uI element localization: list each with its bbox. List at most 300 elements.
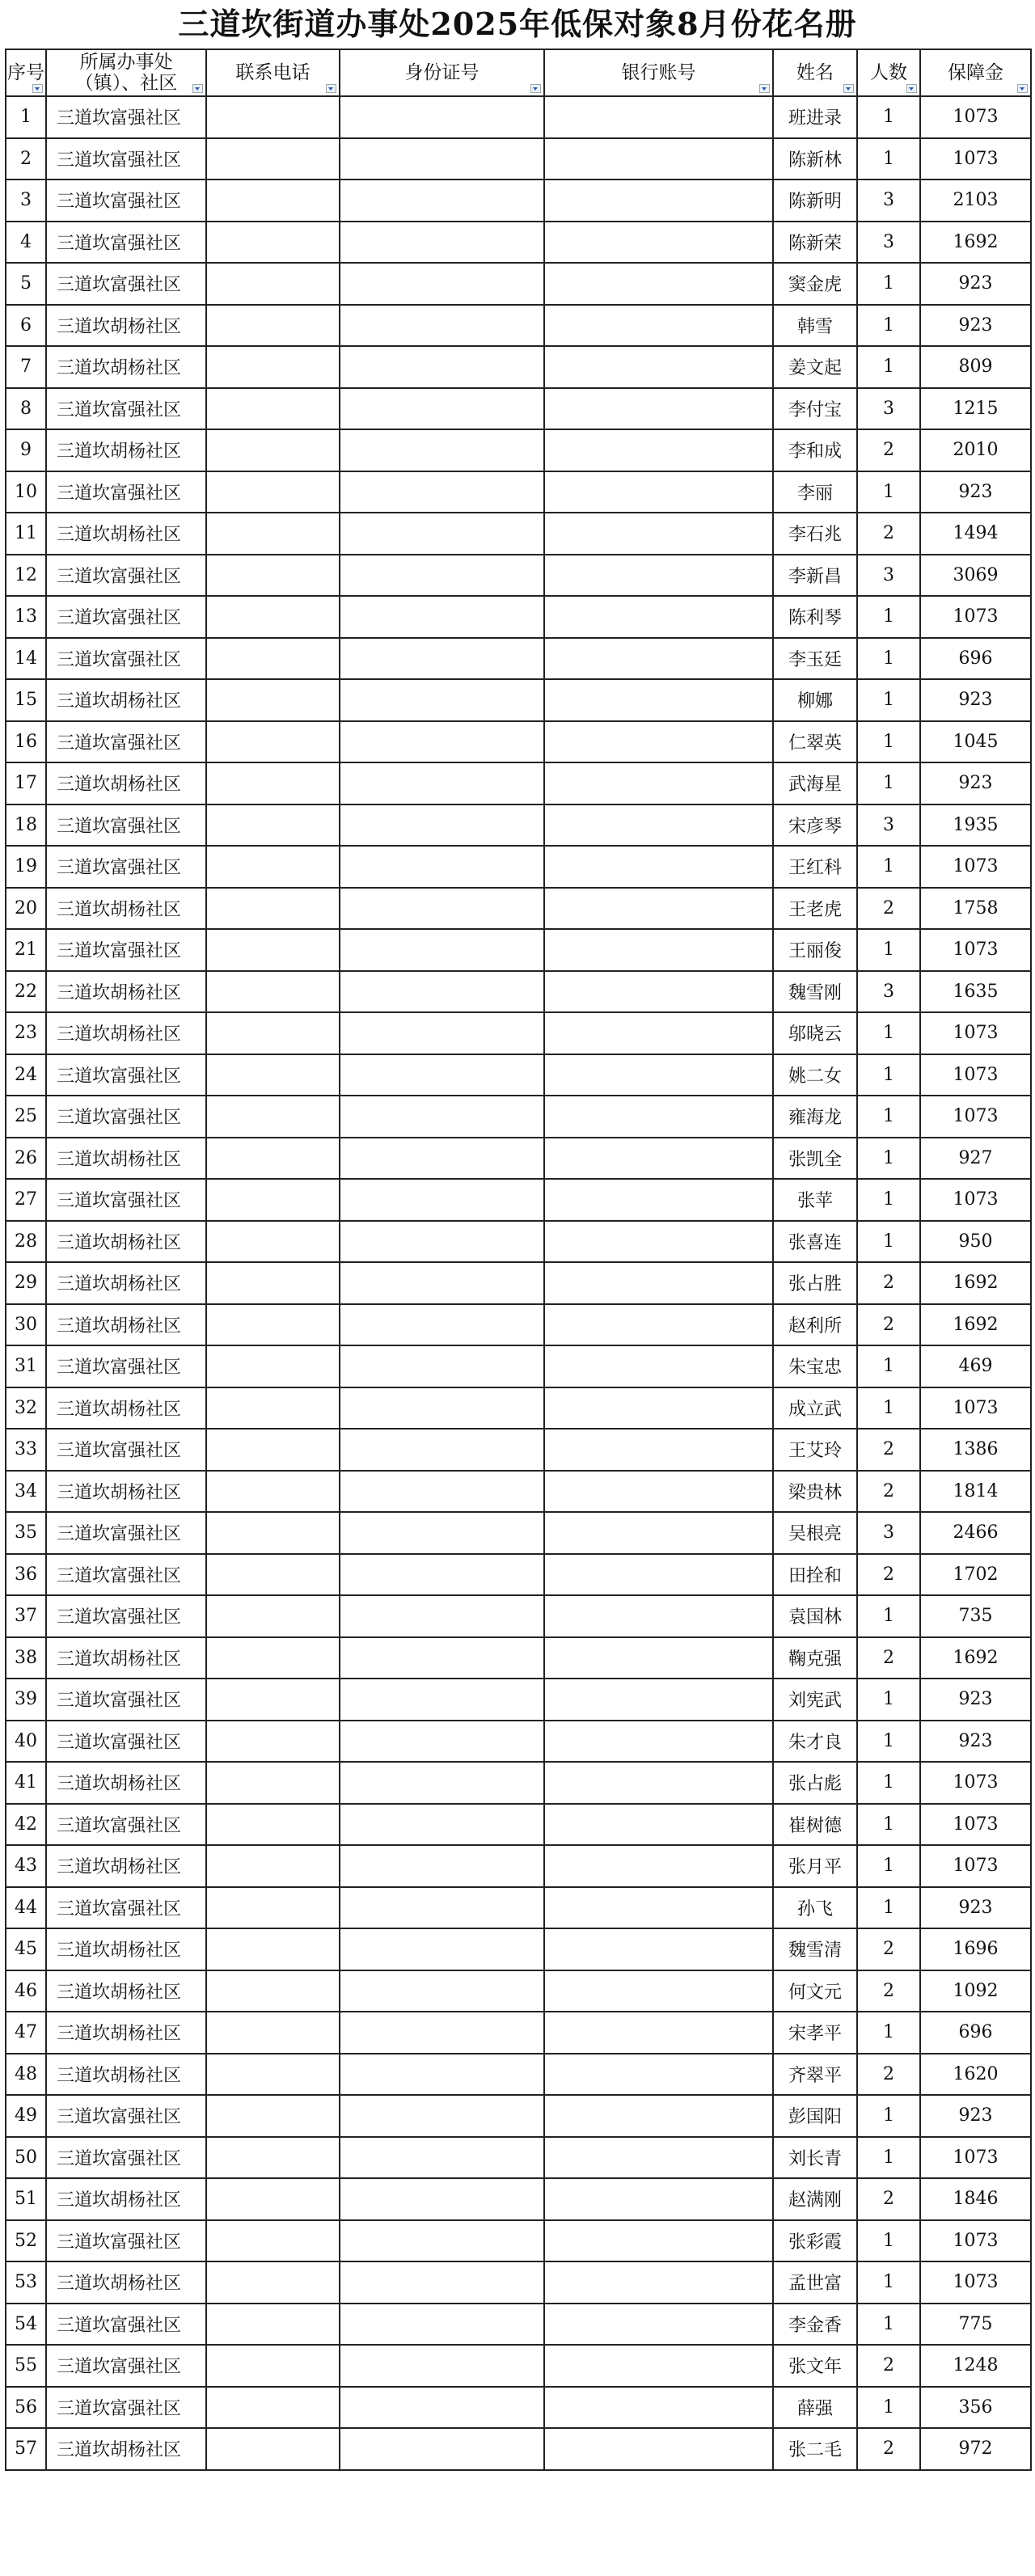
cell-bank-account bbox=[544, 555, 773, 597]
cell-people: 1 bbox=[857, 2012, 920, 2054]
table-row bbox=[6, 1554, 1031, 1596]
cell-seq: 26 bbox=[6, 1138, 46, 1180]
cell-phone bbox=[206, 471, 340, 513]
table-row bbox=[6, 429, 1031, 471]
filter-dropdown-icon[interactable] bbox=[32, 84, 43, 93]
cell-people: 2 bbox=[857, 888, 920, 930]
cell-name: 姚二女 bbox=[773, 1054, 857, 1096]
cell-bank-account bbox=[544, 1304, 773, 1346]
cell-phone bbox=[206, 1637, 340, 1679]
cell-phone bbox=[206, 2428, 340, 2470]
cell-bank-account bbox=[544, 429, 773, 471]
cell-bank-account bbox=[544, 846, 773, 888]
table-header bbox=[6, 49, 1031, 96]
filter-dropdown-icon[interactable] bbox=[530, 84, 541, 93]
cell-amount: 923 bbox=[920, 1679, 1031, 1721]
cell-people: 1 bbox=[857, 471, 920, 513]
cell-amount: 735 bbox=[920, 1595, 1031, 1637]
filter-dropdown-icon[interactable] bbox=[1017, 84, 1028, 93]
cell-seq: 13 bbox=[6, 596, 46, 638]
cell-id-number bbox=[340, 721, 544, 763]
cell-phone bbox=[206, 96, 340, 138]
cell-community: 三道坎富强社区 bbox=[46, 1679, 206, 1721]
cell-amount: 1702 bbox=[920, 1554, 1031, 1596]
table-row bbox=[6, 2178, 1031, 2220]
cell-seq: 9 bbox=[6, 429, 46, 471]
table-row bbox=[6, 1637, 1031, 1679]
cell-bank-account bbox=[544, 1595, 773, 1637]
cell-bank-account bbox=[544, 1887, 773, 1929]
cell-people: 1 bbox=[857, 2387, 920, 2429]
cell-amount: 1073 bbox=[920, 1387, 1031, 1429]
cell-seq: 41 bbox=[6, 1762, 46, 1804]
cell-seq: 37 bbox=[6, 1595, 46, 1637]
cell-seq: 6 bbox=[6, 305, 46, 347]
cell-seq: 2 bbox=[6, 138, 46, 180]
cell-people: 3 bbox=[857, 555, 920, 597]
cell-name: 姜文起 bbox=[773, 346, 857, 388]
table-row bbox=[6, 846, 1031, 888]
cell-bank-account bbox=[544, 346, 773, 388]
cell-name: 韩雪 bbox=[773, 305, 857, 347]
cell-phone bbox=[206, 179, 340, 222]
header-amount-label: 保障金 bbox=[948, 62, 1003, 83]
cell-name: 张占胜 bbox=[773, 1262, 857, 1304]
table-row bbox=[6, 1387, 1031, 1429]
cell-people: 1 bbox=[857, 679, 920, 721]
cell-id-number bbox=[340, 513, 544, 555]
cell-people: 1 bbox=[857, 346, 920, 388]
table-row bbox=[6, 804, 1031, 847]
cell-id-number bbox=[340, 679, 544, 721]
cell-people: 1 bbox=[857, 2304, 920, 2346]
cell-name: 张月平 bbox=[773, 1845, 857, 1887]
cell-community: 三道坎富强社区 bbox=[46, 471, 206, 513]
cell-bank-account bbox=[544, 721, 773, 763]
cell-community: 三道坎富强社区 bbox=[46, 2304, 206, 2346]
cell-phone bbox=[206, 1845, 340, 1887]
table-row bbox=[6, 1179, 1031, 1221]
cell-amount: 1758 bbox=[920, 888, 1031, 930]
cell-community: 三道坎胡杨社区 bbox=[46, 1262, 206, 1304]
cell-id-number bbox=[340, 222, 544, 264]
table-row bbox=[6, 1471, 1031, 1513]
table-row bbox=[6, 138, 1031, 180]
header-id-number-label: 身份证号 bbox=[404, 62, 479, 83]
cell-id-number bbox=[340, 1762, 544, 1804]
cell-name: 朱宝忠 bbox=[773, 1345, 857, 1387]
table-row bbox=[6, 2012, 1031, 2054]
cell-people: 3 bbox=[857, 222, 920, 264]
cell-name: 崔树德 bbox=[773, 1804, 857, 1846]
cell-community: 三道坎富强社区 bbox=[46, 1512, 206, 1554]
cell-amount: 1073 bbox=[920, 2261, 1031, 2304]
cell-id-number bbox=[340, 1054, 544, 1096]
cell-id-number bbox=[340, 138, 544, 180]
cell-bank-account bbox=[544, 2095, 773, 2137]
cell-phone bbox=[206, 388, 340, 430]
cell-seq: 15 bbox=[6, 679, 46, 721]
roster-table bbox=[5, 49, 1032, 2471]
table-row bbox=[6, 1429, 1031, 1471]
cell-people: 3 bbox=[857, 1512, 920, 1554]
cell-phone bbox=[206, 1887, 340, 1929]
cell-people: 1 bbox=[857, 96, 920, 138]
cell-amount: 356 bbox=[920, 2387, 1031, 2429]
header-people-label: 人数 bbox=[870, 62, 907, 83]
cell-people: 1 bbox=[857, 1679, 920, 1721]
cell-community: 三道坎胡杨社区 bbox=[46, 2012, 206, 2054]
cell-id-number bbox=[340, 596, 544, 638]
cell-community: 三道坎富强社区 bbox=[46, 638, 206, 680]
cell-id-number bbox=[340, 1304, 544, 1346]
cell-seq: 4 bbox=[6, 222, 46, 264]
cell-name: 邬晓云 bbox=[773, 1012, 857, 1054]
cell-seq: 36 bbox=[6, 1554, 46, 1596]
cell-name: 孙飞 bbox=[773, 1887, 857, 1929]
cell-bank-account bbox=[544, 638, 773, 680]
cell-phone bbox=[206, 1096, 340, 1138]
cell-phone bbox=[206, 846, 340, 888]
cell-amount: 923 bbox=[920, 471, 1031, 513]
cell-id-number bbox=[340, 1554, 544, 1596]
cell-people: 1 bbox=[857, 1387, 920, 1429]
cell-amount: 1073 bbox=[920, 929, 1031, 971]
cell-amount: 1073 bbox=[920, 846, 1031, 888]
cell-phone bbox=[206, 1012, 340, 1054]
cell-id-number bbox=[340, 1595, 544, 1637]
table-row bbox=[6, 1845, 1031, 1887]
cell-phone bbox=[206, 596, 340, 638]
cell-phone bbox=[206, 2261, 340, 2304]
table-row bbox=[6, 1054, 1031, 1096]
cell-people: 2 bbox=[857, 2054, 920, 2096]
cell-id-number bbox=[340, 2387, 544, 2429]
cell-name: 李付宝 bbox=[773, 388, 857, 430]
cell-id-number bbox=[340, 1721, 544, 1763]
table-row bbox=[6, 1762, 1031, 1804]
cell-community: 三道坎富强社区 bbox=[46, 596, 206, 638]
cell-id-number bbox=[340, 2345, 544, 2387]
table-row bbox=[6, 1512, 1031, 1554]
cell-bank-account bbox=[544, 1928, 773, 1970]
cell-bank-account bbox=[544, 1138, 773, 1180]
cell-people: 1 bbox=[857, 1845, 920, 1887]
cell-community: 三道坎富强社区 bbox=[46, 1345, 206, 1387]
cell-name: 吴根亮 bbox=[773, 1512, 857, 1554]
cell-amount: 923 bbox=[920, 679, 1031, 721]
cell-seq: 24 bbox=[6, 1054, 46, 1096]
cell-people: 1 bbox=[857, 1054, 920, 1096]
filter-dropdown-icon[interactable] bbox=[843, 84, 854, 93]
header-id-number bbox=[340, 49, 544, 96]
cell-phone bbox=[206, 2387, 340, 2429]
cell-id-number bbox=[340, 1262, 544, 1304]
cell-seq: 27 bbox=[6, 1179, 46, 1221]
cell-bank-account bbox=[544, 1096, 773, 1138]
cell-seq: 44 bbox=[6, 1887, 46, 1929]
table-row bbox=[6, 2345, 1031, 2387]
cell-bank-account bbox=[544, 1762, 773, 1804]
cell-seq: 29 bbox=[6, 1262, 46, 1304]
cell-community: 三道坎富强社区 bbox=[46, 555, 206, 597]
cell-seq: 53 bbox=[6, 2261, 46, 2304]
cell-people: 1 bbox=[857, 305, 920, 347]
cell-id-number bbox=[340, 762, 544, 804]
header-name bbox=[773, 49, 857, 96]
cell-bank-account bbox=[544, 679, 773, 721]
cell-id-number bbox=[340, 2220, 544, 2262]
cell-name: 张凯全 bbox=[773, 1138, 857, 1180]
cell-community: 三道坎富强社区 bbox=[46, 804, 206, 847]
cell-community: 三道坎富强社区 bbox=[46, 1554, 206, 1596]
cell-phone bbox=[206, 1762, 340, 1804]
cell-phone bbox=[206, 1387, 340, 1429]
cell-seq: 32 bbox=[6, 1387, 46, 1429]
cell-phone bbox=[206, 1471, 340, 1513]
cell-id-number bbox=[340, 1804, 544, 1846]
cell-bank-account bbox=[544, 1012, 773, 1054]
cell-phone bbox=[206, 638, 340, 680]
cell-amount: 1635 bbox=[920, 971, 1031, 1013]
cell-bank-account bbox=[544, 388, 773, 430]
table-row bbox=[6, 971, 1031, 1013]
table-row bbox=[6, 1012, 1031, 1054]
cell-seq: 42 bbox=[6, 1804, 46, 1846]
cell-seq: 21 bbox=[6, 929, 46, 971]
cell-name: 李金香 bbox=[773, 2304, 857, 2346]
cell-people: 1 bbox=[857, 638, 920, 680]
table-row bbox=[6, 2387, 1031, 2429]
cell-seq: 19 bbox=[6, 846, 46, 888]
cell-phone bbox=[206, 555, 340, 597]
cell-id-number bbox=[340, 555, 544, 597]
cell-amount: 923 bbox=[920, 263, 1031, 305]
cell-amount: 1814 bbox=[920, 1471, 1031, 1513]
cell-name: 张文年 bbox=[773, 2345, 857, 2387]
cell-amount: 1073 bbox=[920, 1762, 1031, 1804]
cell-id-number bbox=[340, 1679, 544, 1721]
cell-phone bbox=[206, 929, 340, 971]
cell-people: 1 bbox=[857, 596, 920, 638]
cell-community: 三道坎富强社区 bbox=[46, 138, 206, 180]
cell-community: 三道坎胡杨社区 bbox=[46, 971, 206, 1013]
cell-name: 武海星 bbox=[773, 762, 857, 804]
cell-name: 王红科 bbox=[773, 846, 857, 888]
cell-name: 张二毛 bbox=[773, 2428, 857, 2470]
cell-community: 三道坎胡杨社区 bbox=[46, 1762, 206, 1804]
cell-seq: 56 bbox=[6, 2387, 46, 2429]
cell-bank-account bbox=[544, 2304, 773, 2346]
cell-bank-account bbox=[544, 2054, 773, 2096]
cell-amount: 1073 bbox=[920, 1096, 1031, 1138]
cell-bank-account bbox=[544, 1970, 773, 2012]
cell-id-number bbox=[340, 305, 544, 347]
cell-amount: 1846 bbox=[920, 2178, 1031, 2220]
cell-amount: 696 bbox=[920, 2012, 1031, 2054]
cell-name: 李丽 bbox=[773, 471, 857, 513]
cell-bank-account bbox=[544, 1721, 773, 1763]
cell-phone bbox=[206, 2220, 340, 2262]
cell-people: 1 bbox=[857, 762, 920, 804]
cell-seq: 46 bbox=[6, 1970, 46, 2012]
filter-dropdown-icon[interactable] bbox=[326, 84, 336, 93]
cell-phone bbox=[206, 305, 340, 347]
cell-bank-account bbox=[544, 596, 773, 638]
cell-seq: 55 bbox=[6, 2345, 46, 2387]
table-row bbox=[6, 222, 1031, 264]
cell-phone bbox=[206, 1345, 340, 1387]
cell-id-number bbox=[340, 429, 544, 471]
cell-phone bbox=[206, 762, 340, 804]
cell-amount: 923 bbox=[920, 762, 1031, 804]
header-community bbox=[46, 49, 206, 96]
table-row bbox=[6, 1262, 1031, 1304]
table-body bbox=[6, 96, 1031, 2470]
cell-people: 3 bbox=[857, 388, 920, 430]
cell-bank-account bbox=[544, 1637, 773, 1679]
table-row bbox=[6, 1887, 1031, 1929]
cell-name: 何文元 bbox=[773, 1970, 857, 2012]
cell-bank-account bbox=[544, 1554, 773, 1596]
cell-seq: 35 bbox=[6, 1512, 46, 1554]
cell-bank-account bbox=[544, 2178, 773, 2220]
cell-amount: 923 bbox=[920, 2095, 1031, 2137]
cell-community: 三道坎富强社区 bbox=[46, 222, 206, 264]
cell-bank-account bbox=[544, 263, 773, 305]
cell-phone bbox=[206, 138, 340, 180]
cell-phone bbox=[206, 1512, 340, 1554]
header-bank-account bbox=[544, 49, 773, 96]
cell-bank-account bbox=[544, 1512, 773, 1554]
cell-amount: 1692 bbox=[920, 222, 1031, 264]
cell-name: 窦金虎 bbox=[773, 263, 857, 305]
filter-dropdown-icon[interactable] bbox=[759, 84, 770, 93]
cell-seq: 38 bbox=[6, 1637, 46, 1679]
cell-community: 三道坎富强社区 bbox=[46, 388, 206, 430]
cell-name: 魏雪清 bbox=[773, 1928, 857, 1970]
cell-community: 三道坎富强社区 bbox=[46, 721, 206, 763]
cell-name: 仁翠英 bbox=[773, 721, 857, 763]
cell-phone bbox=[206, 1595, 340, 1637]
cell-people: 3 bbox=[857, 971, 920, 1013]
cell-phone bbox=[206, 1679, 340, 1721]
table-row bbox=[6, 263, 1031, 305]
cell-people: 1 bbox=[857, 1138, 920, 1180]
cell-amount: 1073 bbox=[920, 2220, 1031, 2262]
cell-seq: 39 bbox=[6, 1679, 46, 1721]
cell-bank-account bbox=[544, 804, 773, 847]
cell-seq: 25 bbox=[6, 1096, 46, 1138]
cell-amount: 469 bbox=[920, 1345, 1031, 1387]
cell-amount: 1073 bbox=[920, 1179, 1031, 1221]
cell-id-number bbox=[340, 1471, 544, 1513]
filter-dropdown-icon[interactable] bbox=[906, 84, 917, 93]
cell-people: 1 bbox=[857, 721, 920, 763]
cell-people: 1 bbox=[857, 1804, 920, 1846]
cell-people: 1 bbox=[857, 138, 920, 180]
header-seq bbox=[6, 49, 46, 96]
cell-id-number bbox=[340, 1138, 544, 1180]
cell-id-number bbox=[340, 1179, 544, 1221]
cell-people: 2 bbox=[857, 513, 920, 555]
cell-community: 三道坎富强社区 bbox=[46, 1804, 206, 1846]
cell-community: 三道坎胡杨社区 bbox=[46, 1845, 206, 1887]
cell-phone bbox=[206, 1262, 340, 1304]
table-row bbox=[6, 679, 1031, 721]
cell-phone bbox=[206, 2345, 340, 2387]
cell-phone bbox=[206, 2178, 340, 2220]
cell-seq: 3 bbox=[6, 179, 46, 222]
cell-id-number bbox=[340, 388, 544, 430]
cell-seq: 50 bbox=[6, 2137, 46, 2179]
cell-bank-account bbox=[544, 888, 773, 930]
cell-amount: 1073 bbox=[920, 96, 1031, 138]
cell-id-number bbox=[340, 1221, 544, 1263]
cell-amount: 775 bbox=[920, 2304, 1031, 2346]
cell-amount: 2103 bbox=[920, 179, 1031, 222]
cell-amount: 1073 bbox=[920, 138, 1031, 180]
cell-people: 1 bbox=[857, 1762, 920, 1804]
cell-id-number bbox=[340, 2095, 544, 2137]
cell-name: 刘长青 bbox=[773, 2137, 857, 2179]
cell-seq: 18 bbox=[6, 804, 46, 847]
cell-amount: 1073 bbox=[920, 596, 1031, 638]
cell-people: 1 bbox=[857, 1595, 920, 1637]
cell-name: 王丽俊 bbox=[773, 929, 857, 971]
cell-name: 梁贵林 bbox=[773, 1471, 857, 1513]
cell-amount: 923 bbox=[920, 1887, 1031, 1929]
filter-dropdown-icon[interactable] bbox=[192, 84, 203, 93]
table-row bbox=[6, 1928, 1031, 1970]
cell-bank-account bbox=[544, 222, 773, 264]
cell-phone bbox=[206, 1928, 340, 1970]
table-row bbox=[6, 2304, 1031, 2346]
cell-phone bbox=[206, 1970, 340, 2012]
cell-name: 成立武 bbox=[773, 1387, 857, 1429]
cell-seq: 30 bbox=[6, 1304, 46, 1346]
table-row bbox=[6, 638, 1031, 680]
cell-id-number bbox=[340, 1012, 544, 1054]
cell-community: 三道坎胡杨社区 bbox=[46, 1221, 206, 1263]
cell-amount: 927 bbox=[920, 1138, 1031, 1180]
cell-people: 1 bbox=[857, 1096, 920, 1138]
cell-people: 2 bbox=[857, 1304, 920, 1346]
cell-people: 2 bbox=[857, 429, 920, 471]
cell-name: 赵满刚 bbox=[773, 2178, 857, 2220]
cell-community: 三道坎胡杨社区 bbox=[46, 346, 206, 388]
cell-people: 2 bbox=[857, 2428, 920, 2470]
cell-id-number bbox=[340, 1845, 544, 1887]
cell-people: 1 bbox=[857, 2261, 920, 2304]
cell-name: 鞠克强 bbox=[773, 1637, 857, 1679]
header-people bbox=[857, 49, 920, 96]
cell-id-number bbox=[340, 1637, 544, 1679]
table-row bbox=[6, 2428, 1031, 2470]
cell-amount: 1692 bbox=[920, 1637, 1031, 1679]
cell-community: 三道坎富强社区 bbox=[46, 2137, 206, 2179]
cell-amount: 1248 bbox=[920, 2345, 1031, 2387]
table-row bbox=[6, 1804, 1031, 1846]
cell-seq: 28 bbox=[6, 1221, 46, 1263]
cell-people: 1 bbox=[857, 1221, 920, 1263]
cell-name: 赵利所 bbox=[773, 1304, 857, 1346]
cell-community: 三道坎胡杨社区 bbox=[46, 1304, 206, 1346]
cell-id-number bbox=[340, 471, 544, 513]
table-row bbox=[6, 2261, 1031, 2304]
cell-amount: 1092 bbox=[920, 1970, 1031, 2012]
cell-amount: 1073 bbox=[920, 1054, 1031, 1096]
